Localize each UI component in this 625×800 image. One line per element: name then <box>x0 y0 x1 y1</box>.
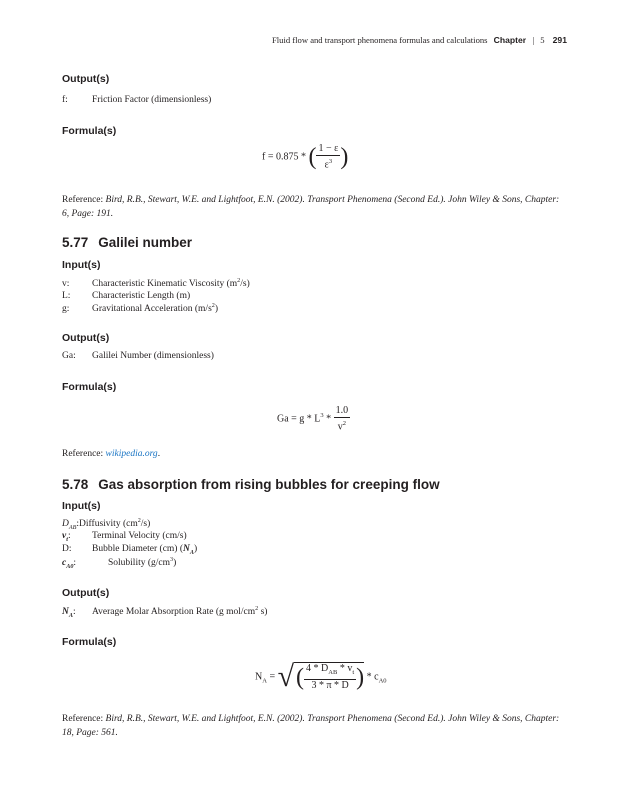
input-sup: 3 <box>170 557 174 563</box>
section-title: Galilei number <box>98 235 193 250</box>
input-desc: Terminal Velocity (cm/s) <box>92 531 187 541</box>
reference-label: Reference: <box>62 195 104 205</box>
output-desc: Friction Factor (dimensionless) <box>92 95 212 105</box>
input-desc: Solubility (g/cm <box>108 558 171 569</box>
s577-input-item <box>62 278 250 289</box>
chapter-label: Chapter <box>493 35 527 45</box>
input-sup: 2 <box>237 278 241 284</box>
chapter-number: 5 <box>540 35 545 45</box>
output-desc: Average Molar Absorption Rate (g mol/cm <box>92 607 256 618</box>
output-symbol: Ga: <box>62 351 76 361</box>
fraction-numerator <box>304 663 356 680</box>
absorption-formula <box>255 662 387 692</box>
input-symbol: g: <box>62 304 70 315</box>
input-tail: ) <box>194 544 198 554</box>
input-desc: Diffusivity (cm <box>79 519 138 530</box>
lhs-sub: A <box>262 677 267 685</box>
prev-output-item <box>62 95 211 105</box>
input-sup: 2 <box>137 518 141 524</box>
close-paren: ) <box>340 144 349 171</box>
header-divider: | <box>532 35 535 45</box>
output-symbol-cell <box>62 607 92 619</box>
section-title: Gas absorption from rising bubbles for creeping flow <box>98 477 440 492</box>
reference-label: Reference: <box>62 714 104 724</box>
input-symbol-cell <box>62 531 92 543</box>
open-paren: ( <box>308 144 317 171</box>
s578-input-item <box>62 531 187 543</box>
reference-end: . <box>157 449 161 459</box>
radicand <box>294 662 364 692</box>
section-number: 5.77 <box>62 235 89 250</box>
num-part-a-sub: AB <box>328 669 338 676</box>
prev-reference <box>62 193 567 221</box>
input-symbol-sub: A0 <box>66 564 74 571</box>
input-colon: : <box>73 558 77 569</box>
output-tail: s) <box>258 607 268 618</box>
s578-input-item <box>62 518 150 531</box>
den-base: ε <box>324 159 329 171</box>
input-colon: : <box>76 519 80 530</box>
friction-factor-formula <box>262 143 348 171</box>
fraction-numerator: 1 − ε <box>318 143 339 154</box>
formula-fraction <box>334 405 351 433</box>
s578-input-item <box>62 557 176 570</box>
den-base: v <box>337 421 343 433</box>
input-symbol-sub: AB <box>68 525 77 532</box>
output-desc: Galilei Number (dimensionless) <box>92 351 214 361</box>
num-part-b-sub: t <box>352 669 355 676</box>
input-italic-symbol: N <box>183 544 190 554</box>
input-symbol: L: <box>62 291 71 301</box>
fraction-denominator <box>334 418 351 433</box>
s577-inputs-heading: Input(s) <box>62 259 101 271</box>
input-symbol: v: <box>62 279 70 290</box>
s578-input-item <box>62 544 197 556</box>
s577-formula-heading: Formula(s) <box>62 381 117 393</box>
s578-output-item <box>62 606 267 619</box>
input-desc: Characteristic Length (m) <box>92 291 191 301</box>
s578-inputs-heading: Input(s) <box>62 500 101 512</box>
den-exponent: 3 <box>328 158 333 165</box>
input-tail: /s) <box>140 519 151 530</box>
open-paren: ( <box>296 664 305 691</box>
output-symbol-sub: A <box>68 613 73 620</box>
formula-lhs: Ga = g * L <box>277 413 321 425</box>
input-symbol-sub: t <box>66 536 68 543</box>
input-symbol: D <box>62 519 69 530</box>
page-number: 291 <box>552 35 567 45</box>
reference-link[interactable]: wikipedia.org <box>105 449 158 459</box>
reference-label: Reference: <box>62 449 104 459</box>
reference-text: Bird, R.B., Stewart, W.E. and Lightfoot, E.N. (2002). Transport Phenomena (Second Ed.). John Wiley & Sons, Chapter: 18, Page: 561. <box>62 714 560 738</box>
fraction-numerator: 1.0 <box>335 405 349 416</box>
fraction-denominator <box>316 156 340 171</box>
prev-formula-heading: Formula(s) <box>62 125 117 137</box>
formula-tail: * c <box>366 671 379 683</box>
input-symbol: c <box>62 558 67 569</box>
formula-tail-sub: A0 <box>378 677 387 685</box>
num-part-a: 4 * D <box>306 663 329 674</box>
s578-formula-heading: Formula(s) <box>62 636 117 648</box>
input-tail: ) <box>173 558 177 569</box>
galilei-formula <box>277 405 350 433</box>
running-header <box>272 35 567 45</box>
formula-operator: * <box>326 413 332 425</box>
reference-text: Bird, R.B., Stewart, W.E. and Lightfoot, E.N. (2002). Transport Phenomena (Second Ed.). John Wiley & Sons, Chapter: 6, Page: 191. <box>62 195 560 219</box>
input-symbol: v <box>62 531 67 541</box>
s577-outputs-heading: Output(s) <box>62 332 110 344</box>
section-577-heading <box>62 235 192 250</box>
fraction-denominator: 3 * π * D <box>311 680 349 691</box>
input-colon: : <box>67 531 71 541</box>
s577-input-item <box>62 291 190 301</box>
formula-lhs: f = 0.875 * <box>262 151 306 163</box>
input-italic-symbol-sub: A <box>189 549 194 556</box>
s577-output-item <box>62 351 214 361</box>
input-tail: ) <box>214 304 219 315</box>
input-symbol: D: <box>62 544 72 554</box>
section-number: 5.78 <box>62 477 89 492</box>
radical-sign: √ <box>277 660 295 693</box>
output-sup: 2 <box>255 606 259 612</box>
s578-reference <box>62 712 567 740</box>
equals-sign: = <box>269 671 276 683</box>
input-symbol-cell <box>62 558 108 570</box>
input-tail: /s) <box>240 279 250 290</box>
section-578-heading <box>62 477 440 492</box>
s578-outputs-heading: Output(s) <box>62 587 110 599</box>
output-colon: : <box>72 607 76 618</box>
den-exponent: 2 <box>342 420 347 427</box>
prev-outputs-heading: Output(s) <box>62 73 110 85</box>
formula-fraction <box>316 143 340 171</box>
input-desc: Bubble Diameter (cm) ( <box>92 544 184 554</box>
formula-fraction <box>304 663 356 692</box>
lhs-exponent: 3 <box>320 412 324 420</box>
input-desc: Characteristic Kinematic Viscosity (m <box>92 279 238 290</box>
header-title: Fluid flow and transport phenomena formulas and calculations <box>272 35 488 45</box>
input-sup: 2 <box>211 303 215 309</box>
formula-lhs: N <box>255 671 263 683</box>
output-symbol: f: <box>62 95 68 105</box>
output-symbol: N <box>62 607 69 618</box>
close-paren: ) <box>356 664 365 691</box>
num-part-b: * v <box>337 663 353 674</box>
s577-reference <box>62 447 567 461</box>
input-desc: Gravitational Acceleration (m/s <box>92 304 212 315</box>
s577-input-item <box>62 303 218 314</box>
